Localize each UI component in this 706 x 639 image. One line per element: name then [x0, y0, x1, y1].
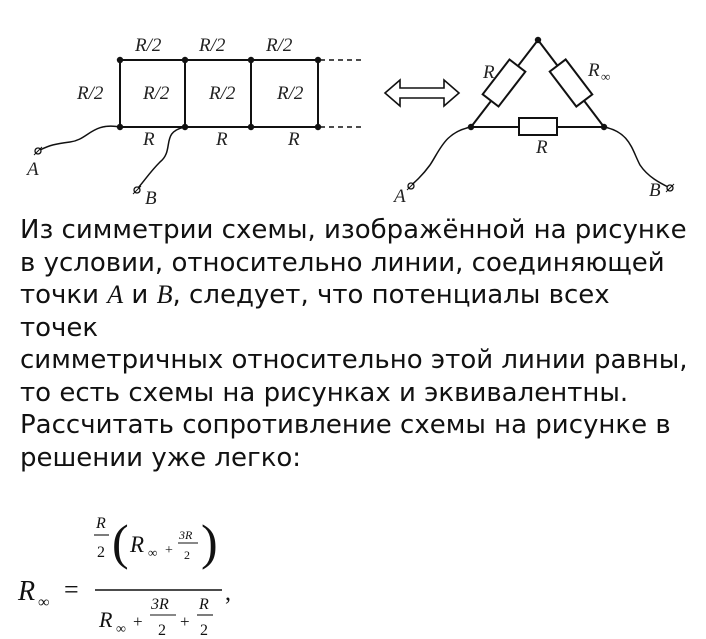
point-a: A [107, 280, 124, 309]
triangle-nodes [468, 37, 607, 130]
text-line: решении уже легко: [20, 442, 302, 473]
inner-frac-top: 3R [179, 528, 193, 542]
node-dot [315, 57, 321, 63]
text-fragment: точки [20, 280, 108, 310]
terminal-a-right [407, 182, 415, 190]
node-dot [315, 124, 321, 130]
resistance-formula [0, 490, 706, 639]
formula-lhs-sub: ∞ [38, 594, 50, 611]
den-frac1-top: 3R [151, 596, 169, 613]
text-fragment: , следует, что потенциалы всех точек [20, 280, 610, 343]
resistor-right-label: R [588, 60, 600, 81]
equivalence-arrow-icon [385, 80, 459, 106]
terminal-a-left [34, 147, 42, 155]
inner-frac-bottom: 2 [184, 548, 190, 562]
resistor-left-label: R [483, 62, 495, 83]
num-frac-top: R [96, 515, 106, 532]
resistor-bottom-label: R [536, 137, 548, 158]
rung-label: R/2 [143, 83, 170, 104]
top-label: R/2 [199, 35, 226, 56]
resistor-right [550, 59, 593, 106]
text-line: то есть схемы на рисунках и эквивалентны. [20, 377, 629, 408]
terminal-b-right [666, 184, 674, 192]
circuit-figure [0, 0, 706, 215]
formula-equals: = [64, 575, 79, 604]
point-b: B [156, 280, 173, 309]
formula-comma: , [225, 580, 231, 606]
formula-lhs: R [18, 576, 36, 607]
terminal-b-label: B [649, 180, 661, 201]
text-fragment: и [123, 280, 157, 310]
inner-sub: ∞ [148, 545, 158, 560]
node-dot [248, 124, 254, 130]
resistor-right-subscript: ∞ [601, 69, 611, 84]
top-label: R/2 [135, 35, 162, 56]
bottom-label: R [143, 129, 155, 150]
node-dot [182, 57, 188, 63]
text-line: Из симметрии схемы, изображённой на рисунке [20, 215, 687, 245]
den-frac2-bottom: 2 [200, 622, 208, 639]
terminal-a-label: A [394, 186, 406, 207]
inner-plus: + [165, 543, 173, 558]
bottom-label: R [216, 129, 228, 150]
node-dot [182, 124, 188, 130]
bottom-label: R [288, 129, 300, 150]
den-frac2-top: R [199, 596, 209, 613]
text-line: симметричных относительно этой линии равны, [20, 345, 688, 375]
text-line: Рассчитать сопротивление схемы на рисунке в [20, 410, 671, 440]
den-plus-1: + [133, 612, 143, 631]
node-dot [117, 124, 123, 130]
resistor-bottom [519, 118, 557, 135]
num-frac-bottom: 2 [97, 544, 105, 561]
den-sub: ∞ [116, 622, 126, 637]
den-plus-2: + [180, 612, 190, 631]
terminal-a-label: A [27, 159, 39, 180]
triangle-network [408, 40, 670, 188]
node-dot [468, 124, 474, 130]
text-line [20, 279, 690, 344]
left-label: R/2 [77, 83, 104, 104]
paren-close: ) [201, 514, 218, 570]
node-dot [117, 57, 123, 63]
ladder-network [40, 60, 365, 188]
explanation-paragraph [20, 214, 690, 474]
node-dot [535, 37, 541, 43]
terminal-b-label: B [145, 188, 157, 209]
top-label: R/2 [266, 35, 293, 56]
node-dot [601, 124, 607, 130]
rung-label: R/2 [209, 83, 236, 104]
terminal-b-left [133, 186, 141, 194]
paren-open: ( [112, 514, 129, 570]
node-dot [248, 57, 254, 63]
text-line: в условии, относительно линии, соединяющей [20, 247, 665, 278]
den-frac1-bottom: 2 [158, 622, 166, 639]
rung-label: R/2 [277, 83, 304, 104]
den-r: R [99, 607, 113, 632]
inner-r: R [130, 532, 145, 557]
